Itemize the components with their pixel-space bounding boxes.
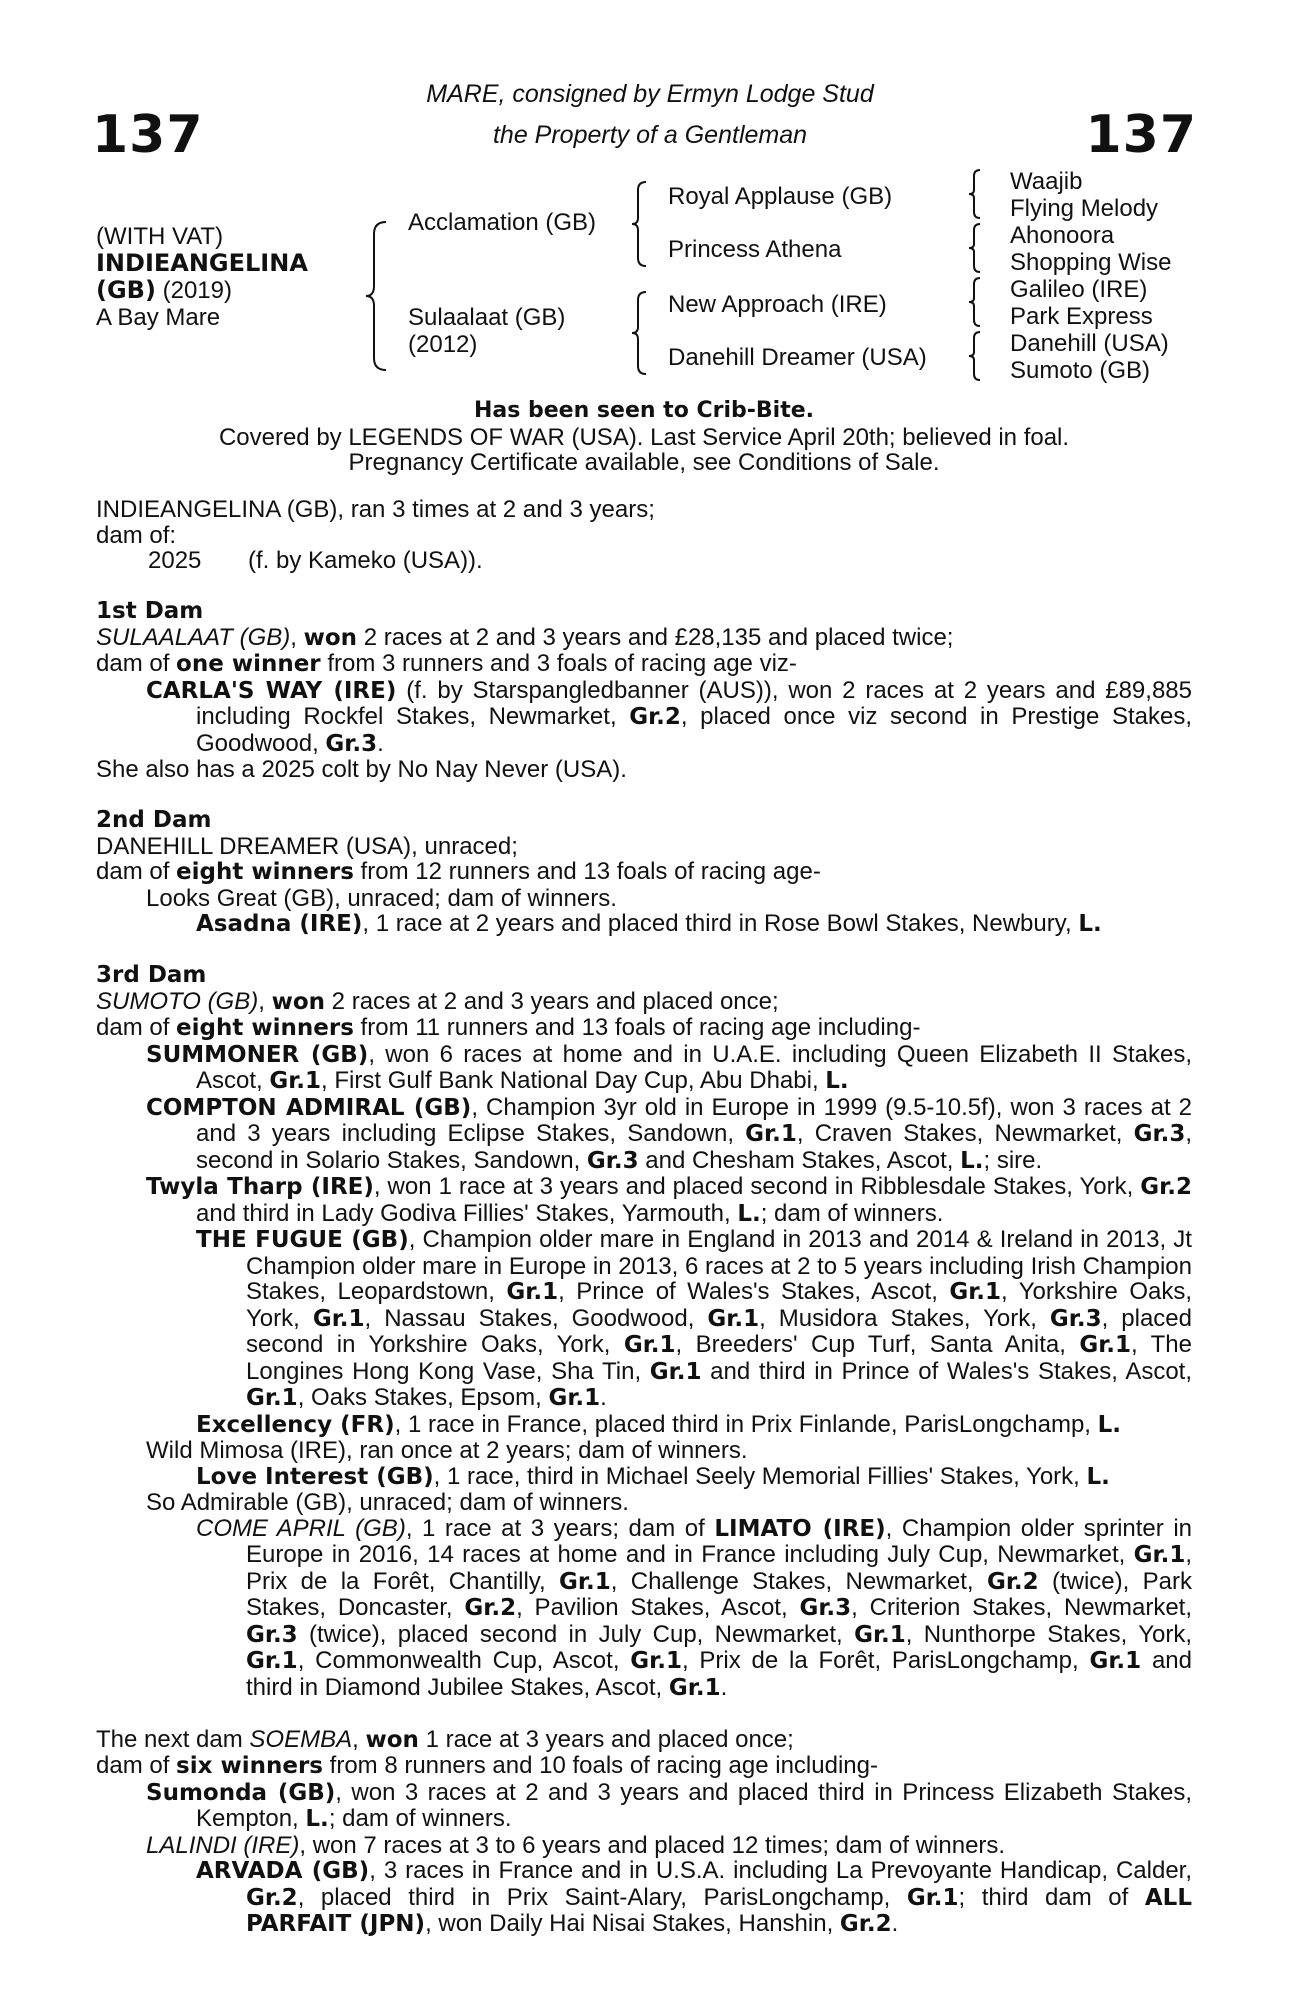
horse-year: (2019) <box>155 277 232 304</box>
lot-number-right: 137 <box>1085 105 1197 165</box>
pedigree-sire-dam: Princess Athena <box>668 236 842 263</box>
excellency-entry: Excellency (FR), 1 race in France, placed third in Prix Finlande, ParisLongchamp, L. <box>196 1410 1122 1438</box>
come-april-entry: COME APRIL (GB), 1 race at 3 years; dam of LIMATO (IRE), Champion older sprinter in Europe in 2016, 14 races at home and in France including July Cup, Newmarket, Gr.1, Prix de la Forêt, Chantilly, Gr.1, Challenge Stakes, Newmarket, Gr.2 (twice), Park Stakes, Doncaster, Gr.2, Pavilion Stakes, Ascot, Gr.3, Criterion Stakes, Newmarket, Gr.3 (twice), placed second in July Cup, Newmarket, Gr.1, Nunthorpe Stakes, York, Gr.1, Commonwealth Cup, Ascot, Gr.1, Prix de la Forêt, ParisLongchamp, Gr.1 and third in Diamond Jubilee Stakes, Ascot, Gr.1. <box>196 1514 1193 1701</box>
asadna-entry: Asadna (IRE), 1 race at 2 years and placed third in Rose Bowl Stakes, Newbury, L. <box>196 910 1102 937</box>
third-dam-summary: SUMOTO (GB), won 2 races at 2 and 3 years and placed once; <box>96 987 779 1015</box>
pedigree-brace-main <box>360 220 390 372</box>
love-interest-entry: Love Interest (GB), 1 race, third in Michael Seely Memorial Fillies' Stakes, York, L. <box>196 1462 1110 1490</box>
pedigree-g3-8: Sumoto (GB) <box>1010 357 1151 384</box>
pedigree-g3-1: Waajib <box>1010 168 1083 195</box>
next-dam-summary: The next dam SOEMBA, won 1 race at 3 years and placed once; <box>96 1725 794 1753</box>
pedigree-dam-dam: Danehill Dreamer (USA) <box>668 344 927 371</box>
pedigree-brace-dam <box>628 290 652 376</box>
progeny-row <box>96 548 1192 574</box>
pedigree-sire-sire: Royal Applause (GB) <box>668 183 893 210</box>
first-dam-produce: dam of one winner from 3 runners and 3 foals of racing age viz- <box>96 650 797 677</box>
pedigree-g3-6: Park Express <box>1010 303 1153 330</box>
second-dam-summary: DANEHILL DREAMER (USA), unraced; <box>96 832 518 860</box>
pedigree-g3-3: Ahonoora <box>1010 222 1115 249</box>
pedigree-dam: Sulaalaat (GB) <box>408 304 566 331</box>
compton-admiral-entry: COMPTON ADMIRAL (GB), Champion 3yr old in Europe in 1999 (9.5-10.5f), won 3 races at 2 and 3 years including Eclipse Stakes, Sandown, Gr.1, Craven Stakes, Newmarket, Gr.3, second in Solario Stakes, Sandown, Gr.3 and Chesham Stakes, Ascot, L.; sire. <box>146 1093 1193 1174</box>
pregnancy-notice: Pregnancy Certificate available, see Conditions of Sale. <box>348 449 940 476</box>
twyla-tharp-entry: Twyla Tharp (IRE), won 1 race at 3 years and placed second in Ribblesdale Stakes, York, Gr.2 and third in Lady Godiva Fillies' Stakes, Yarmouth, L.; dam of winners. <box>146 1173 1192 1227</box>
the-fugue-entry: THE FUGUE (GB), Champion older mare in England in 2013 and 2014 & Ireland in 2013, Jt Champion older mare in Europe in 2013, 6 races at 2 to 5 years including Irish Champion Stakes, Leopardstown, Gr.1, Prince of Wales's Stakes, Ascot, Gr.1, Yorkshire Oaks, York, Gr.1, Nassau Stakes, Goodwood, Gr.1, Musidora Stakes, York, Gr.3, placed second in Yorkshire Oaks, York, Gr.1, Breeders' Cup Turf, Santa Anita, Gr.1, The Longines Hong Kong Vase, Sha Tin, Gr.1 and third in Prince of Wales's Stakes, Ascot, Gr.1, Oaks Stakes, Epsom, Gr.1. <box>196 1226 1193 1411</box>
record-dam-of: dam of: <box>96 521 177 549</box>
wild-mimosa-entry: Wild Mimosa (IRE), ran once at 2 years; dam of winners. <box>146 1437 748 1464</box>
pedigree-dam-sire: New Approach (IRE) <box>668 291 887 318</box>
horse-description: A Bay Mare <box>96 304 221 331</box>
next-dam-produce: dam of six winners from 8 runners and 10 foals of racing age including- <box>96 1752 878 1779</box>
third-dam-produce: dam of eight winners from 11 runners and 13 foals of racing age including- <box>96 1014 921 1041</box>
pedigree-g3-4: Shopping Wise <box>1010 249 1172 276</box>
horse-name: INDIEANGELINA <box>96 249 308 277</box>
pedigree-g3-7: Danehill (USA) <box>1010 330 1169 357</box>
first-dam-heading: 1st Dam <box>96 598 204 624</box>
carlas-way-entry: CARLA'S WAY (IRE) (f. by Starspangledbanner (AUS)), won 2 races at 2 years and £89,885 including Rockfel Stakes, Newmarket, Gr.2, placed once viz second in Prestige Stakes, Goodwood, Gr.3. <box>146 676 1193 757</box>
second-dam-heading: 2nd Dam <box>96 807 212 833</box>
horse-country: (GB) <box>96 276 156 304</box>
first-dam-name: SULAALAAT (GB) <box>96 623 291 651</box>
catalogue-body <box>96 497 1192 1938</box>
crib-bite-notice: Has been seen to Crib-Bite. <box>474 398 814 423</box>
pedigree-g3-5: Galileo (IRE) <box>1010 276 1148 303</box>
pedigree-sire: Acclamation (GB) <box>408 209 597 236</box>
consignor-line: MARE, consigned by Ermyn Lodge Stud <box>426 80 874 108</box>
sumonda-entry: Sumonda (GB), won 3 races at 2 and 3 years and placed third in Princess Elizabeth Stakes, Kempton, L.; dam of winners. <box>146 1778 1192 1832</box>
pedigree-brace-g3-2 <box>968 222 986 274</box>
horse-year-line <box>96 277 232 304</box>
pedigree-brace-g3-4 <box>968 330 986 382</box>
lalindi-entry: LALINDI (IRE), won 7 races at 3 to 6 years and placed 12 times; dam of winners. <box>146 1831 1006 1859</box>
summoner-entry: SUMMONER (GB), won 6 races at home and in U.A.E. including Queen Elizabeth II Stakes, Ascot, Gr.1, First Gulf Bank National Day Cup, Abu Dhabi, L. <box>146 1040 1193 1094</box>
lot-number-left: 137 <box>92 105 204 165</box>
looks-great-entry: Looks Great (GB), unraced; dam of winners. <box>146 884 617 912</box>
progeny-year: 2025 <box>148 547 202 574</box>
pedigree-brace-g3-1 <box>968 168 986 220</box>
pedigree-brace-g3-3 <box>968 276 986 328</box>
first-dam-summary: SULAALAAT (GB), won 2 races at 2 and 3 years and £28,135 and placed twice; <box>96 623 954 651</box>
pedigree-brace-sire <box>628 180 652 268</box>
vat-label: (WITH VAT) <box>96 223 224 250</box>
covered-notice: Covered by LEGENDS OF WAR (USA). Last Service April 20th; believed in foal. <box>218 424 1070 451</box>
pedigree-dam-year: (2012) <box>408 331 478 358</box>
progeny-detail: (f. by Kameko (USA)). <box>248 547 483 574</box>
arvada-entry: ARVADA (GB), 3 races in France and in U.S.A. including La Prevoyante Handicap, Calder, Gr.2, placed third in Prix Saint-Alary, ParisLongchamp, Gr.1; third dam of ALL PARFAIT (JPN), won Daily Hai Nisai Stakes, Hanshin, Gr.2. <box>196 1857 1192 1937</box>
property-line: the Property of a Gentleman <box>492 121 808 149</box>
second-dam-produce: dam of eight winners from 12 runners and 13 foals of racing age- <box>96 858 821 885</box>
pedigree-g3-2: Flying Melody <box>1010 195 1159 222</box>
third-dam-heading: 3rd Dam <box>96 962 207 988</box>
so-admirable-entry: So Admirable (GB), unraced; dam of winners. <box>146 1489 629 1516</box>
first-dam-also: She also has a 2025 colt by No Nay Never (USA). <box>96 756 627 783</box>
record-line: INDIEANGELINA (GB), ran 3 times at 2 and 3 years; <box>96 496 655 523</box>
